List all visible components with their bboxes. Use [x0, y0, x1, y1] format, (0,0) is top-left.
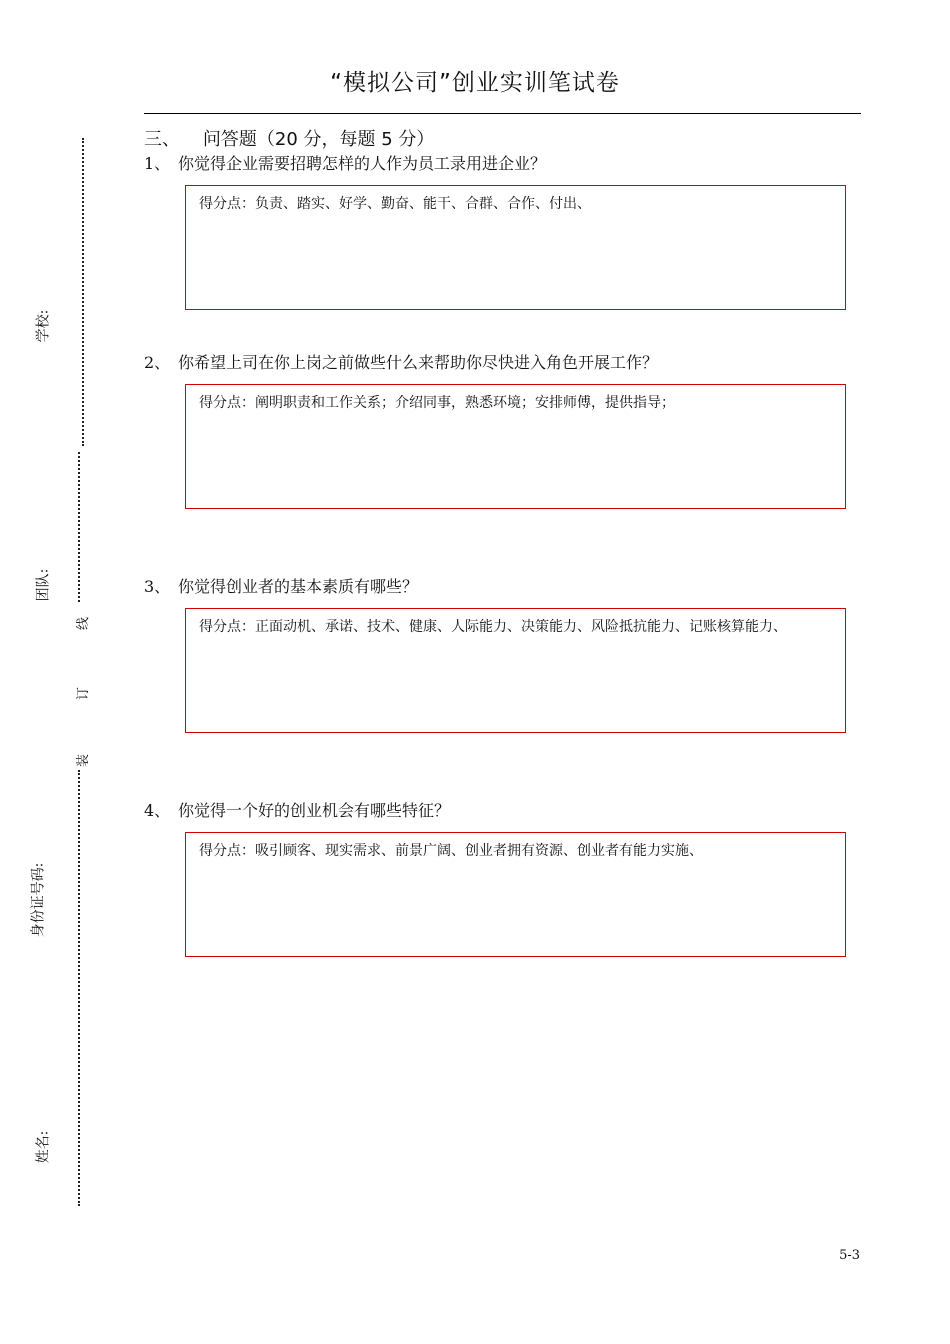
title-rule [144, 113, 861, 114]
question-text: 你觉得企业需要招聘怎样的人作为员工录用进企业？ [178, 154, 547, 173]
name-label: 姓名: [35, 1130, 52, 1164]
school-label: 学校: [35, 309, 52, 343]
question-4 [144, 798, 450, 821]
question-number: 3、 [144, 577, 171, 596]
answer-text: 得分点：阐明职责和工作关系；介绍同事，熟悉环境；安排师傅，提供指导； [199, 395, 675, 411]
question-text: 你觉得创业者的基本素质有哪些？ [178, 577, 419, 596]
answer-box-2 [185, 384, 846, 509]
question-number: 1、 [144, 154, 171, 173]
binding-line-char: 线 [76, 616, 92, 631]
answer-text: 得分点：负责、踏实、好学、勤奋、能干、合群、合作、付出、 [199, 196, 591, 212]
answer-box-1 [185, 185, 846, 310]
answer-text: 得分点：正面动机、承诺、技术、健康、人际能力、决策能力、风险抵抗能力、记账核算能力、 [199, 619, 787, 635]
binding-bind-char: 装 [76, 753, 92, 768]
answer-box-4 [185, 832, 846, 957]
question-text: 你希望上司在你上岗之前做些什么来帮助你尽快进入角色开展工作？ [178, 353, 659, 372]
question-text: 你觉得一个好的创业机会有哪些特征？ [178, 801, 451, 820]
section-heading: 三、 问答题（20 分，每题 5 分） [144, 129, 435, 150]
dotted-binding-line [78, 452, 80, 602]
page-number: 5-3 [839, 1248, 860, 1263]
id-number-label: 身份证号码: [30, 862, 47, 938]
question-1 [144, 151, 546, 174]
binding-order-char: 订 [76, 686, 92, 701]
answer-text: 得分点：吸引顾客、现实需求、前景广阔、创业者拥有资源、创业者有能力实施、 [199, 843, 703, 859]
team-label: 团队: [35, 568, 52, 602]
question-2 [144, 350, 658, 373]
dotted-binding-line [78, 770, 80, 1206]
question-number: 2、 [144, 353, 171, 372]
question-3 [144, 574, 418, 597]
dotted-binding-line [82, 138, 84, 446]
page-title: “模拟公司”创业实训笔试卷 [330, 70, 620, 96]
answer-box-3 [185, 608, 846, 733]
question-number: 4、 [144, 801, 171, 820]
